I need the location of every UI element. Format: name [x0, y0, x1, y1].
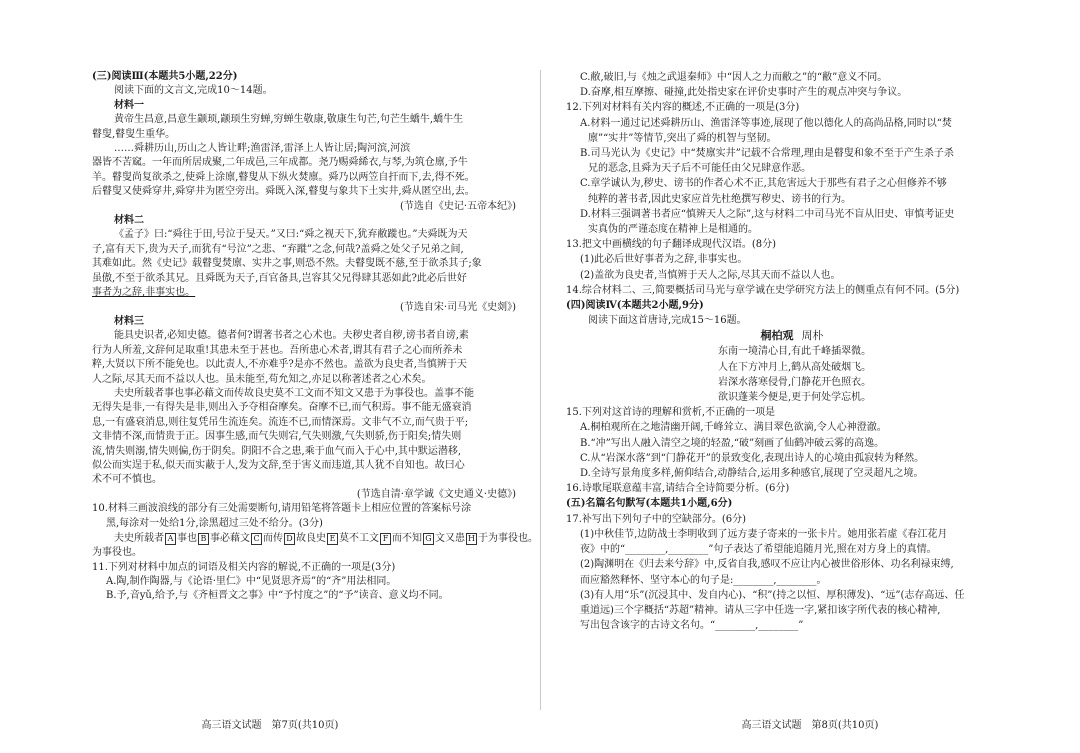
text-line: 文非情不深,而情贵于正。因事生感,而气失则宕,气失则激,气失则骄,伤于阳矣;情失则: [92, 431, 462, 443]
text-line: (1)中秋佳节,边防战士李明收到了远方妻子寄来的一张卡片。她用张若虚《春江花月: [580, 528, 948, 540]
page-footer-left: 高三语文试题 第7页(共10页): [201, 720, 339, 731]
text-line: 似公而实逞于私,似天而实蔽于人,发为文辞,至于害义而违道,其人犹不自知也。故曰心: [92, 459, 465, 471]
text-line: 纯粹的著书者,因此史家应首先杜绝撰写秽史、谤书的行为。: [588, 193, 852, 205]
text-line: 能具史识者,必知史德。德者何?谓著书者之心术也。夫秽史者自秽,谤书者自谤,素: [114, 330, 469, 342]
right-page: [540, 0, 1080, 753]
text-line: 行为人所羞,文辞何足取重!其患未至于甚也。吾所患心术者,谓其有君子之心而所养未: [92, 344, 463, 356]
text-line: (节选自清·章学诚《文史通义·史德》): [356, 488, 516, 500]
text-line: 实真伪的严谨态度在精神上是相通的。: [588, 224, 758, 236]
text-line: 阅读下面这首唐诗,完成15～16题。: [588, 315, 747, 327]
text-line: 器皆不苦窳。一年而所居成聚,二年成邑,三年成都。尧乃赐舜絺衣,与琴,为筑仓廪,予牛: [92, 157, 468, 169]
text-line: 虽傲,不至于欲杀其兄。且舜既为天子,百官备具,岂容其父兄得肆其恶如此?此必后世好: [92, 272, 467, 284]
text-line: A.材料一通过记述舜耕历山、渔雷泽等事迹,展现了他以德化人的高尚品格,同时以“焚: [580, 117, 952, 129]
text-line: 粹,大贤以下所不能免也。以此责人,不亦难乎?是亦不然也。盖欲为良史者,当慎辨于天: [92, 359, 467, 371]
text-line: 11.下列对材料中加点的词语及相关内容的解说,不正确的一项是(3分): [92, 561, 396, 573]
text-line: (三)阅读Ⅲ(本题共5小题,22分): [92, 71, 238, 82]
answer-box[interactable]: C: [251, 533, 262, 545]
text-line: 材料三: [114, 315, 144, 327]
text-line: C.章学诚认为,秽史、谤书的作者心术不正,其危害远大于那些有君子之心但修养不够: [580, 178, 947, 190]
answer-box[interactable]: G: [423, 533, 434, 545]
answer-box[interactable]: H: [466, 533, 477, 545]
text-line: (2)盖欲为良史者,当慎辨于天人之际,尽其天而不益以人也。: [580, 269, 841, 281]
text-line: ……舜耕历山,历山之人皆让畔;渔雷泽,雷泽上人皆让居;陶河滨,河滨: [114, 143, 411, 155]
text-line: 13.把文中画横线的句子翻译成现代汉语。(8分): [566, 239, 777, 251]
left-page-body-2: [92, 561, 522, 604]
poem-line: 东南一境清心目,有此千峰插翠微。: [718, 346, 872, 358]
text-line: 其难如此。然《史记》载瞽叟焚廪、实井之事,则恐不然。夫瞽叟既不慈,至于欲杀其子;象: [92, 258, 482, 270]
text-line: 羊。瞽叟尚复欲杀之,使舜上涂廪,瞽叟从下纵火焚廪。舜乃以两笠自扞而下,去,得不死。: [92, 171, 475, 183]
text-line: 流,情失则溺,情失则偏,伤于阴矣。阴阳不合之患,乘于血气而入于心中,其中默运潜移,: [92, 445, 462, 457]
text-line: 黑,每涂对一处给1分,涂黑超过三处不给分。(3分): [106, 517, 323, 529]
q10-segment: 而不知: [392, 533, 422, 544]
q10-segment: 事也: [177, 533, 197, 544]
poem: [566, 328, 1018, 405]
text-line: (节选自宋·司马光《史剡》): [400, 301, 516, 313]
right-page-body: [566, 70, 1018, 328]
text-line: 材料一: [114, 99, 144, 111]
text-line: 夫史所载者事也事必藉文而传故良史莫不工文而不知文又患于为事役也。盖事不能: [114, 387, 474, 399]
text-line: 17.补写出下列句子中的空缺部分。(6分): [566, 513, 747, 525]
question-10-sentence: [92, 531, 538, 546]
poem-title: 桐柏观: [760, 329, 794, 343]
text-line: 息,一有盛衰消息,则往复凭吊生流连矣。流连不已,而情深焉。文非气不立,而气贵于平;: [92, 416, 469, 428]
text-line: 而应豁然释怀、坚守本心的句子是:________,________。: [580, 574, 827, 586]
answer-box[interactable]: A: [165, 533, 176, 545]
text-line: 阅读下面的文言文,完成10～14题。: [114, 85, 273, 97]
text-line: 夜》中的“________,________”句子表达了希望能追随月光,照在对方身上的真情。: [580, 544, 937, 556]
right-page-body-2: [566, 405, 1018, 633]
text-line: 瞽叟,瞽叟生重华。: [92, 128, 176, 140]
answer-box[interactable]: D: [284, 533, 295, 545]
poem-line: 人在下方冲月上,鹤从高处破烟飞。: [718, 361, 872, 373]
text-line: 兄的恶念,且舜为天子后不可能任由父兄肆意作恶。: [588, 163, 812, 175]
q10-segment: 而传: [263, 533, 283, 544]
q10-segment: 莫不工文: [339, 533, 379, 544]
text-line: B.“冲”写出人融入清空之境的轻盈,“破”刻画了仙鹤冲破云雾的高逸。: [580, 437, 885, 449]
text-line: A.桐柏观所在之地清幽开阔,千峰耸立、满目翠色欲滴,令人心神澄澈。: [580, 422, 887, 434]
text-line: (四)阅读Ⅳ(本题共2小题,9分): [566, 300, 704, 312]
poem-line: 岩深水落寒侵骨,门静花开色照衣。: [718, 376, 872, 388]
q10-tail: 为事役也。: [92, 547, 142, 559]
q10-segment: 事必藉文: [210, 533, 250, 544]
left-page-body: [92, 70, 522, 531]
text-line: 写出包含该字的古诗文名句。“________,________”: [580, 620, 804, 632]
poem-lines: [566, 344, 1018, 405]
text-line: 术不可不慎也。: [92, 474, 162, 486]
text-line: 廪”“实井”等情节,突出了舜的机智与坚韧。: [588, 132, 777, 144]
text-line: 后瞽叟又使舜穿井,舜穿井为匿空旁出。舜既入深,瞽叟与象共下土实井,舜从匿空出,去。: [92, 186, 475, 198]
poem-title-line: [566, 328, 1018, 344]
text-line: 子,富有天下,贵为天子,而犹有“号泣”之悲、“弃蹝”之念,何哉?盖舜之处父子兄弟之间,: [92, 243, 464, 255]
text-line: 《孟子》曰:“舜往于田,号泣于旻天。”又曰:“舜之视天下,犹弃敝蹝也。”夫舜既为天: [114, 229, 468, 241]
text-line: (2)陶渊明在《归去来兮辞》中,反省自我,感叹不应让内心被世俗形体、功名利禄束缚,: [580, 559, 954, 571]
text-line: D.全诗写景角度多样,俯仰结合,动静结合,运用多种感官,展现了空灵超凡之境。: [580, 468, 924, 480]
text-line: 事者为之辞,非事实也。: [92, 287, 196, 299]
text-line: 12.下列对材料有关内容的概述,不正确的一项是(3分): [566, 102, 800, 114]
answer-box[interactable]: E: [327, 533, 338, 545]
text-line: (五)名篇名句默写(本题共1小题,6分): [566, 498, 733, 510]
text-line: 重道远)三个字概括“苏超”精神。请从三字中任选一字,紧扣该字所代表的核心精神,: [580, 604, 941, 616]
text-line: 15.下列对这首诗的理解和赏析,不正确的一项是: [566, 407, 776, 419]
text-line: 14.综合材料二、三,简要概括司马光与章学诚在史学研究方法上的侧重点有何不同。(5分): [566, 284, 960, 296]
text-line: (1)此必后世好事者为之辞,非事实也。: [580, 254, 748, 266]
answer-box[interactable]: B: [198, 533, 209, 545]
text-line: 无得失是非,一有得失是非,则出入予夺相奋摩矣。奋摩不已,而气积焉。事不能无盛衰消: [92, 402, 472, 414]
poem-line: 欲识蓬莱今便是,更于何处学忘机。: [718, 392, 872, 404]
text-line: (3)有人用“乐”(沉浸其中、发自内心)、“积”(持之以恒、厚积薄发)、“远”(志存高远、任: [580, 589, 965, 601]
text-line: C.敝,破旧,与《烛之武退秦师》中“因人之力而敝之”的“敝”意义不同。: [580, 72, 888, 83]
text-line: A.陶,制作陶器,与《论语·里仁》中“见贤思齐焉”的“齐”用法相同。: [106, 576, 397, 588]
q10-segment: 于为事役也。: [478, 533, 538, 544]
q10-segment: 夫史所载者: [114, 533, 164, 544]
page-footer-right: 高三语文试题 第8页(共10页): [741, 720, 879, 731]
text-line: B.司马光认为《史记》中“焚廪实井”记载不合常理,理由是瞽叟和象不至于产生杀子杀: [580, 148, 954, 160]
text-line: C.从“岩深水落”到“门静花开”的景致变化,表现出诗人的心境由孤寂转为释然。: [580, 452, 925, 464]
text-line: 黄帝生昌意,昌意生颛顼,颛顼生穷蝉,穷蝉生敬康,敬康生句芒,句芒生蟜牛,蟜牛生: [114, 114, 464, 126]
text-line: D.材料三强调著书者应“慎辨天人之际”,这与材料二中司马光不盲从旧史、审慎考证史: [580, 208, 955, 220]
text-line: (节选自《史记·五帝本纪》): [400, 200, 516, 212]
text-line: D.奋摩,相互摩擦、碰撞,此处指史家在评价史事时产生的观点冲突与争议。: [580, 87, 908, 99]
q10-segment: 文又患: [435, 533, 465, 544]
answer-box[interactable]: F: [380, 533, 391, 545]
text-line: B.予,音yǔ,给予,与《齐桓晋文之事》中“予忖度之”的“予”读音、意义均不同。: [106, 590, 449, 602]
text-line: 10.材料三画波浪线的部分有三处需要断句,请用铅笔将答题卡上相应位置的答案标号涂: [92, 503, 472, 515]
poem-author: 周朴: [801, 329, 824, 343]
text-line: 16.诗歌尾联意蕴丰富,请结合全诗简要分析。(6分): [566, 483, 790, 495]
text-line: 人之际,尽其天而不益以人也。虽未能至,苟允知之,亦足以称著述者之心术矣。: [92, 373, 432, 385]
q10-segment: 故良史: [296, 533, 326, 544]
text-line: 材料二: [114, 215, 144, 227]
